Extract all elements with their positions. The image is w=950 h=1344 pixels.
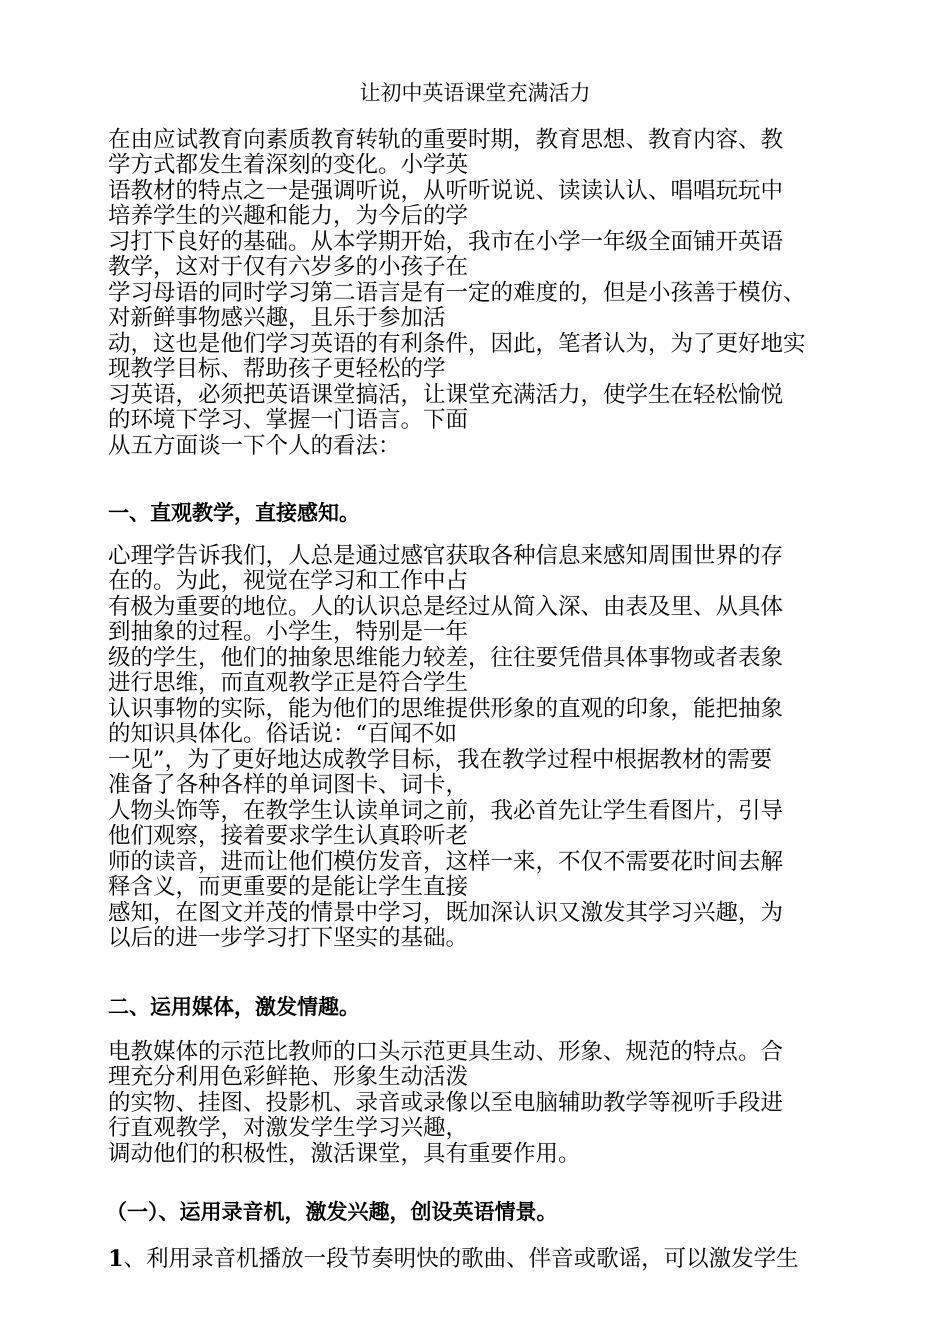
intro-line: 学习母语的同时学习第二语言是有一定的难度的，但是小孩善于模仿、 <box>108 280 806 306</box>
section-1-line: 一见”，为了更好地达成教学目标，我在教学过程中根据教材的需要 <box>108 747 773 773</box>
intro-line: 的环境下学习、掌握一门语言。下面 <box>108 407 469 433</box>
subsection-heading: （一）、运用录音机，激发兴趣，创设英语情景。 <box>106 1199 558 1224</box>
section-2-line: 行直观教学，对激发学生学习兴趣， <box>108 1115 469 1141</box>
intro-line: 在由应试教育向素质教育转轨的重要时期，教育思想、教育内容、教 <box>108 127 784 153</box>
section-1-line: 他们观察，接着要求学生认真聆听老 <box>108 823 469 849</box>
section-1-line: 准备了各种各样的单词图卡、词卡， <box>108 772 469 798</box>
section-1-heading: 一、直观教学，直接感知。 <box>108 500 360 525</box>
list-item-number: 1 <box>108 1246 124 1272</box>
section-1-line: 感知，在图文并茂的情景中学习，既加深认识又激发其学习兴趣，为 <box>108 900 784 926</box>
section-2-heading: 二、运用媒体，激发情趣。 <box>108 994 360 1019</box>
section-1-line: 以后的进一步学习打下坚实的基础。 <box>108 925 469 951</box>
section-1-line: 到抽象的过程。小学生，特别是一年 <box>108 619 469 645</box>
intro-line: 学方式都发生着深刻的变化。小学英 <box>108 152 469 178</box>
intro-line: 语教材的特点之一是强调听说，从听听说说、读读认认、唱唱玩玩中 <box>108 178 784 204</box>
intro-line: 习打下良好的基础。从本学期开始，我市在小学一年级全面铺开英语 <box>108 229 784 255</box>
intro-line: 现教学目标、帮助孩子更轻松的学 <box>108 356 446 382</box>
section-1-line: 有极为重要的地位。人的认识总是经过从简入深、由表及里、从具体 <box>108 594 784 620</box>
section-1-line: 进行思维，而直观教学正是符合学生 <box>108 670 469 696</box>
intro-line: 教学，这对于仅有六岁多的小孩子在 <box>108 254 469 280</box>
intro-line: 习英语，必须把英语课堂搞活，让课堂充满活力，使学生在轻松愉悦 <box>108 382 784 408</box>
section-1-line: 在的。为此，视觉在学习和工作中占 <box>108 568 469 594</box>
intro-line: 动，这也是他们学习英语的有利条件，因此，笔者认为，为了更好地实 <box>108 331 806 357</box>
section-1-line: 释含义，而更重要的是能让学生直接 <box>108 874 469 900</box>
intro-line: 对新鲜事物感兴趣，且乐于参加活 <box>108 305 446 331</box>
document-title: 让初中英语课堂充满活力 <box>359 81 591 105</box>
section-2-line: 理充分利用色彩鲜艳、形象生动活泼 <box>108 1064 469 1090</box>
section-1-line: 认识事物的实际，能为他们的思维提供形象的直观的印象，能把抽象 <box>108 696 784 722</box>
list-item-text: 、利用录音机播放一段节奏明快的歌曲、伴音或歌谣，可以激发学生 <box>123 1246 799 1272</box>
section-2-line: 电教媒体的示范比教师的口头示范更具生动、形象、规范的特点。合 <box>108 1039 784 1065</box>
list-item <box>108 1246 888 1272</box>
intro-line: 从五方面谈一下个人的看法： <box>108 433 401 459</box>
section-1-line: 级的学生，他们的抽象思维能力较差，往往要凭借具体事物或者表象 <box>108 645 784 671</box>
section-2-line: 的实物、挂图、投影机、录音或录像以至电脑辅助教学等视听手段进 <box>108 1090 784 1116</box>
section-1-line: 心理学告诉我们，人总是通过感官获取各种信息来感知周围世界的存 <box>108 543 784 569</box>
section-2-line: 调动他们的积极性，激活课堂，具有重要作用。 <box>108 1141 581 1167</box>
section-1-line: 师的读音，进而让他们模仿发音，这样一来，不仅不需要花时间去解 <box>108 849 784 875</box>
section-1-line: 的知识具体化。俗话说：“百闻不如 <box>108 721 458 747</box>
section-1-line: 人物头饰等，在教学生认读单词之前，我必首先让学生看图片，引导 <box>108 798 784 824</box>
intro-line: 培养学生的兴趣和能力，为今后的学 <box>108 203 469 229</box>
